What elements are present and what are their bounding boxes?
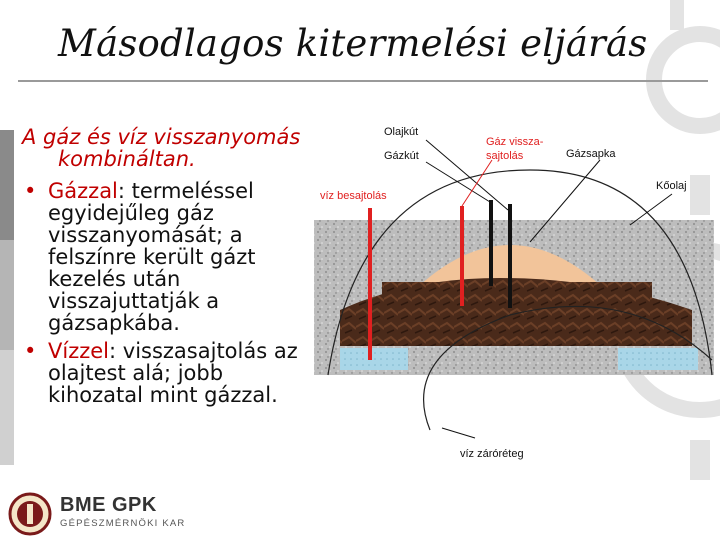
label-kozet: Kőolaj [656,180,687,192]
subtitle-line-1: A gáz és víz visszanyomás [22,125,301,149]
label-olajkut: Olajkút [384,126,419,138]
bullet-text: : termeléssel egyidejűleg gáz visszanyomását; a felszínre került gázt kezelés után visszajuttatják a gázsapkába. [48,179,256,335]
logo-main-text: BME GPK [60,494,157,516]
pointer-zaroreteg [442,428,475,438]
water-zone-right [618,348,698,370]
label-gaz-vissza-1: Gáz vissza- [486,136,544,148]
bullet-text: : visszasajtolás az olajtest alá; jobb kihozatal mint gázzal. [48,339,298,407]
slide-title: Másodlagos kitermelési eljárás [58,22,648,65]
bullet-dot-icon: • [24,179,37,203]
crest-icon [8,492,52,536]
reservoir-diagram [300,110,720,470]
label-gaz-vissza-2: sajtolás [486,150,524,162]
pointer-gazvissza [462,160,492,206]
left-stripe-light [0,350,14,465]
bullet-list [18,180,323,412]
oil-band [382,282,652,346]
left-stripe-dark [0,130,14,240]
slide-subtitle [22,126,332,170]
title-divider [18,80,708,82]
bullet-dot-icon: • [24,339,37,363]
label-viz-besajtolas: víz besajtolás [320,190,387,202]
bullet-keyword: Gázzal [48,179,118,203]
subtitle-line-2: kombináltan. [58,147,196,171]
bullet-keyword: Vízzel [48,339,110,363]
label-gazkut: Gázkút [384,150,419,162]
label-gazsapka: Gázsapka [566,148,616,160]
bullet-item-gas [18,180,323,334]
pointer-gazkut [426,162,490,202]
reservoir-svg [300,110,720,470]
bme-gpk-logo [8,492,208,538]
label-viz-zaroreteg: víz záróréteg [460,448,524,460]
bullet-item-water [18,340,323,406]
logo-sub-text: GÉPÉSZMÉRNÖKI KAR [60,518,186,529]
left-stripe-mid [0,240,14,350]
water-zone-left [340,348,408,370]
